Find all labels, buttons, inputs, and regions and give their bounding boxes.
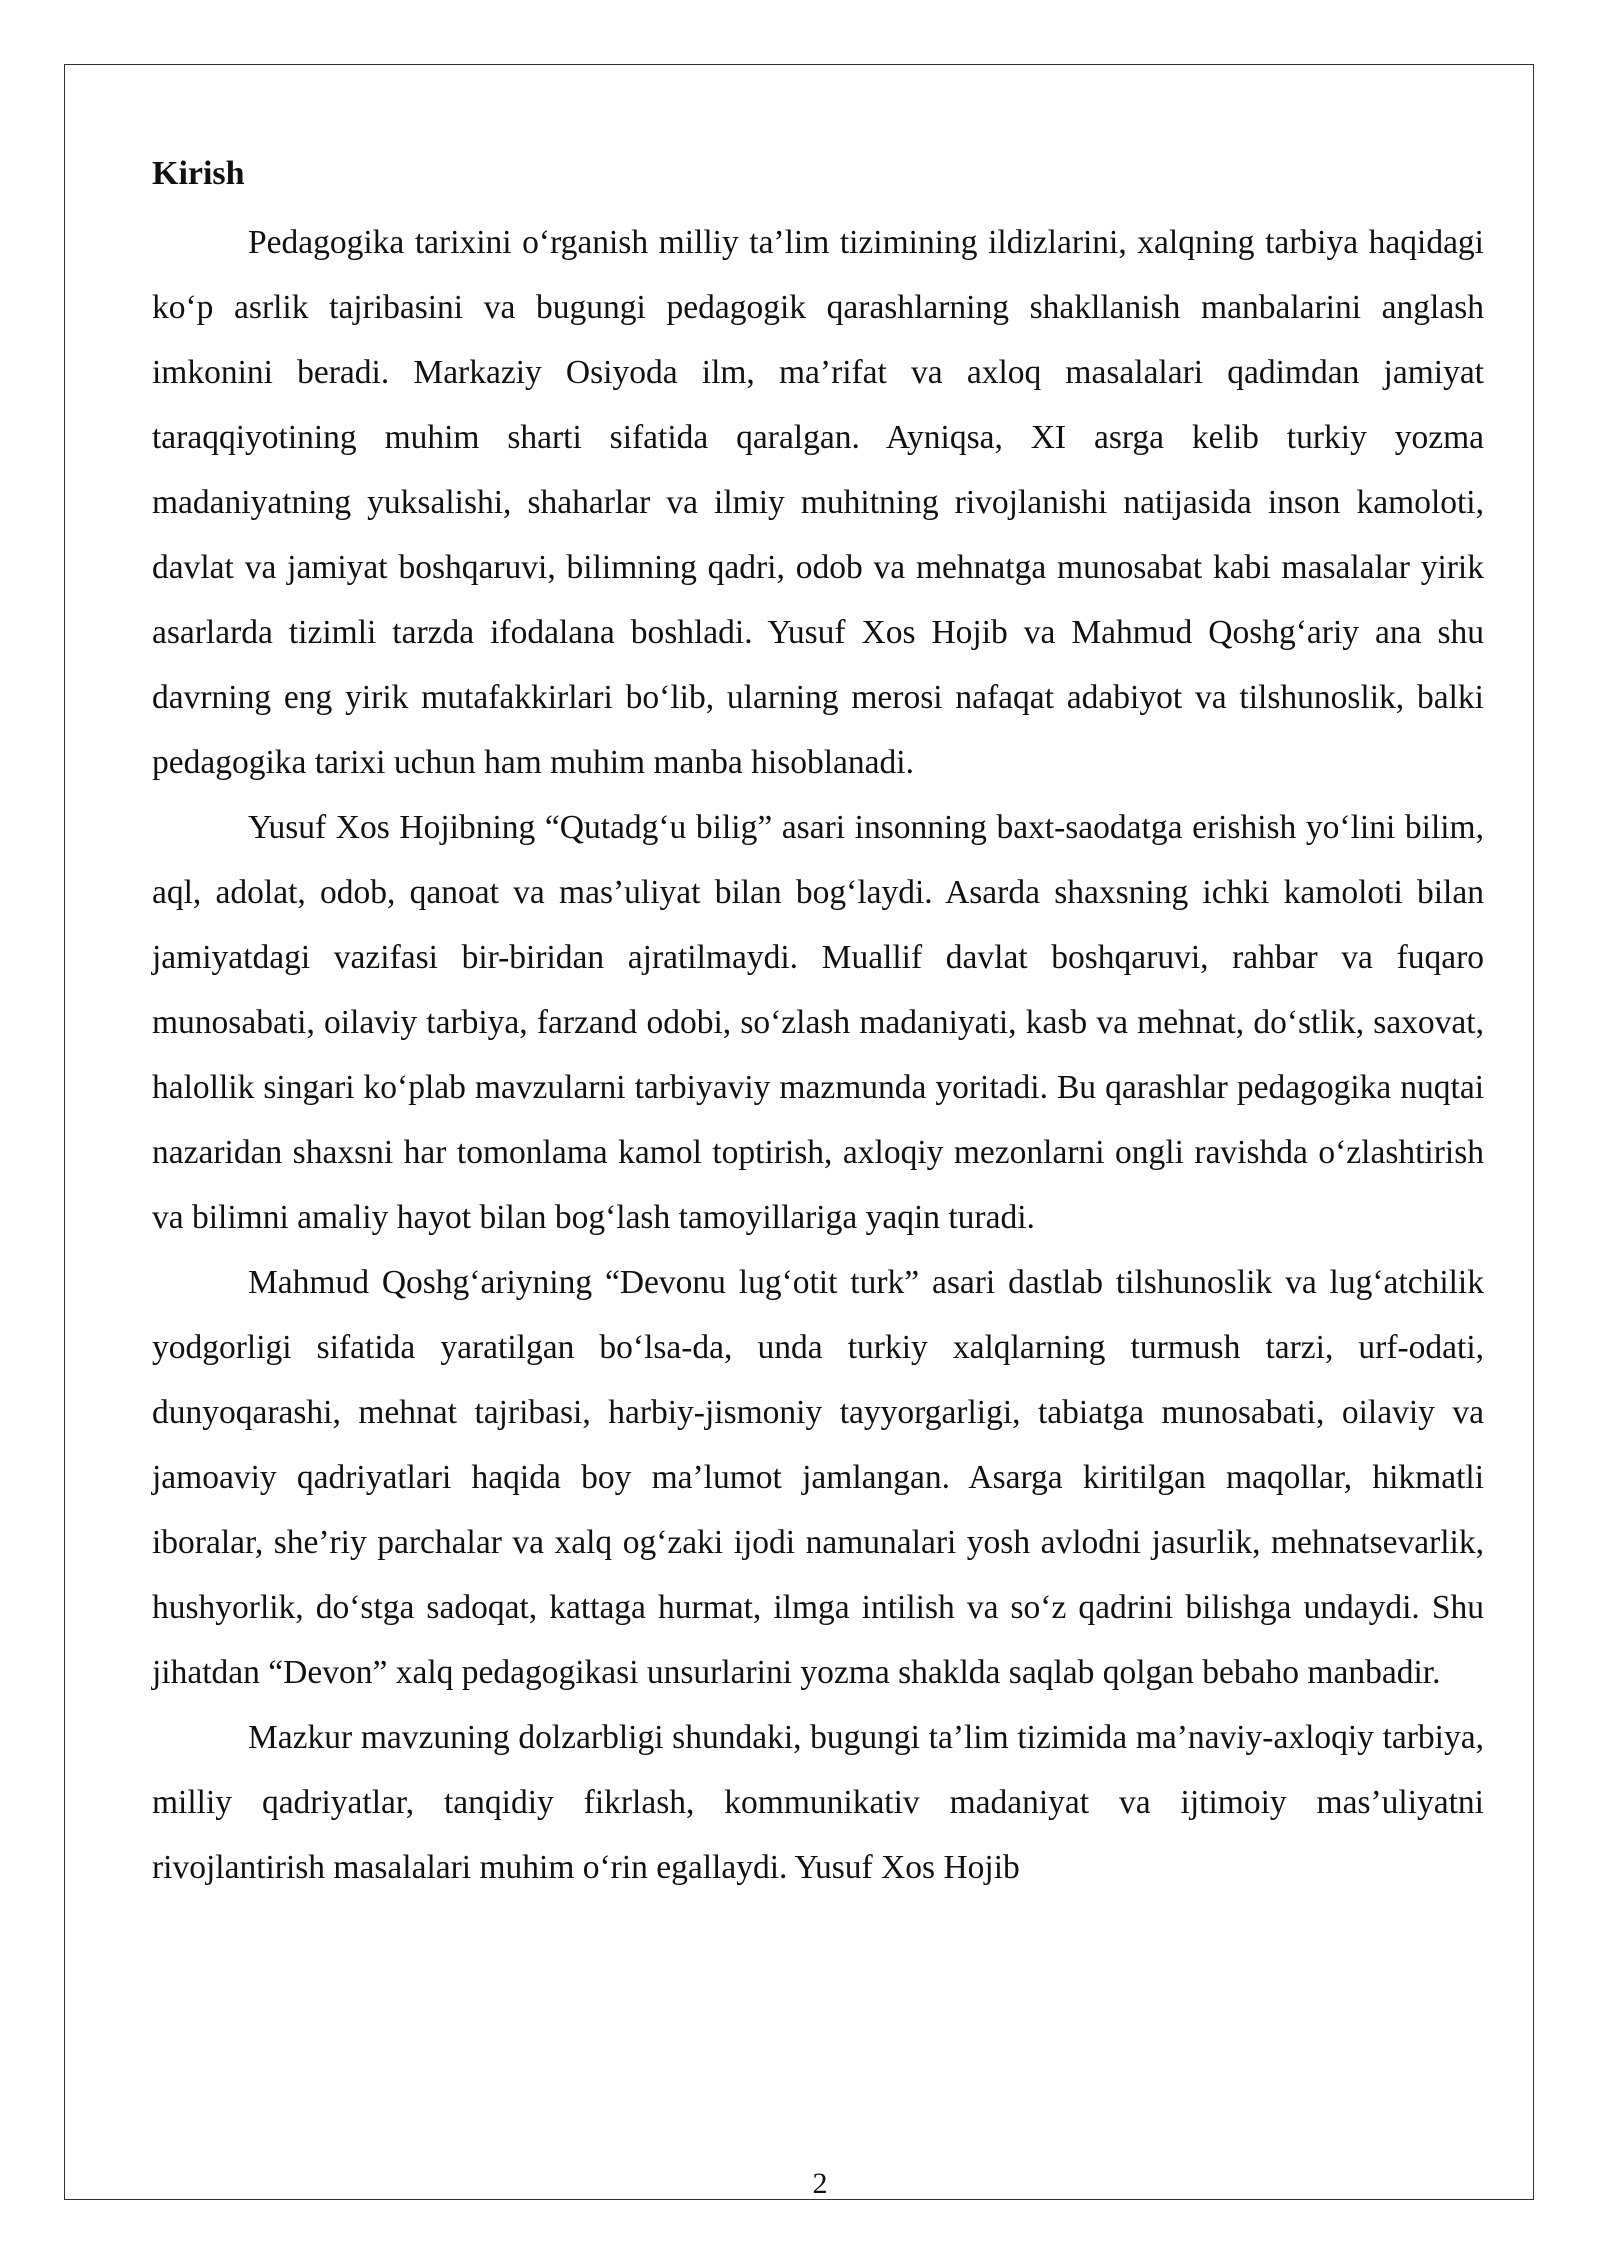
document-body [152, 148, 1484, 1900]
paragraph-4: Mazkur mavzuning dolzarbligi shundaki, bugungi ta’lim tizimida ma’naviy-axloqiy tarbiya, milliy qadriyatlar, tanqidiy fikrlash, kommunikativ madaniyat va ijtimoiy mas’uliyatni rivojlantirish masalalari muhim o‘rin egallaydi. Yusuf Xos Hojib [152, 1719, 1484, 1886]
paragraph-1: Pedagogika tarixini o‘rganish milliy ta’lim tizimining ildizlarini, xalqning tarbiya haqidagi ko‘p asrlik tajribasini va bugungi pedagogik qarashlarning shakllanish manbalarini anglash imkonini beradi. Markaziy Osiyoda ilm, ma’rifat va axloq masalalari qadimdan jamiyat taraqqiyotining muhim sharti sifatida qaralgan. Ayniqsa, XI asrga kelib turkiy yozma madaniyatning yuksalishi, shaharlar va ilmiy muhitning rivojlanishi natijasida inson kamoloti, davlat va jamiyat boshqaruvi, bilimning qadri, odob va mehnatga munosabat kabi masalalar yirik asarlarda tizimli tarzda ifodalana boshladi. Yusuf Xos Hojib va Mahmud Qoshg‘ariy ana shu davrning eng yirik mutafakkirlari bo‘lib, ularning merosi nafaqat adabiyot va tilshunoslik, balki pedagogika tarixi uchun ham muhim manba hisoblanadi. [152, 224, 1484, 781]
page-number: 2 [812, 2167, 828, 2200]
paragraph-2: Yusuf Xos Hojibning “Qutadg‘u bilig” asari insonning baxt-saodatga erishish yo‘lini bilim, aql, adolat, odob, qanoat va mas’uliyat bilan bog‘laydi. Asarda shaxsning ichki kamoloti bilan jamiyatdagi vazifasi bir-biridan ajratilmaydi. Muallif davlat boshqaruvi, rahbar va fuqaro munosabati, oilaviy tarbiya, farzand odobi, so‘zlash madaniyati, kasb va mehnat, do‘stlik, saxovat, halollik singari ko‘plab mavzularni tarbiyaviy mazmunda yoritadi. Bu qarashlar pedagogika nuqtai nazaridan shaxsni har tomonlama kamol toptirish, axloqiy mezonlarni ongli ravishda o‘zlashtirish va bilimni amaliy hayot bilan bog‘lash tamoyillariga yaqin turadi. [152, 809, 1484, 1236]
paragraph-3: Mahmud Qoshg‘ariyning “Devonu lug‘otit turk” asari dastlab tilshunoslik va lug‘atchilik yodgorligi sifatida yaratilgan bo‘lsa-da, unda turkiy xalqlarning turmush tarzi, urf-odati, dunyoqarashi, mehnat tajribasi, harbiy-jismoniy tayyorgarligi, tabiatga munosabati, oilaviy va jamoaviy qadriyatlari haqida boy ma’lumot jamlangan. Asarga kiritilgan maqollar, hikmatli iboralar, she’riy parchalar va xalq og‘zaki ijodi namunalari yosh avlodni jasurlik, mehnatsevarlik, hushyorlik, do‘stga sadoqat, kattaga hurmat, ilmga intilish va so‘z qadrini bilishga undaydi. Shu jihatdan “Devon” xalq pedagogikasi unsurlarini yozma shaklda saqlab qolgan bebaho manbadir. [152, 1264, 1484, 1691]
section-heading: Kirish [152, 155, 245, 192]
